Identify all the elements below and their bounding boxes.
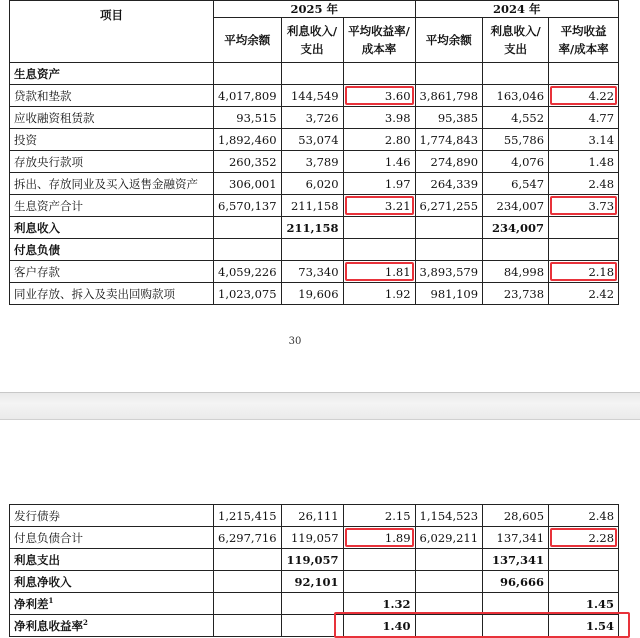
row-label xyxy=(10,239,214,261)
table-cell: 1.97 xyxy=(343,173,415,195)
table-cell: 6,271,255 xyxy=(415,195,483,217)
table-cell: 2.15 xyxy=(343,505,415,527)
row-label xyxy=(10,217,214,239)
table-cell: 19,606 xyxy=(281,283,343,305)
table-cell: 306,001 xyxy=(214,173,282,195)
table-cell: 1.40 xyxy=(343,615,415,637)
row-label-text: 付息负债 xyxy=(14,242,60,257)
table-cell: 211,158 xyxy=(281,217,343,239)
table-cell xyxy=(415,549,483,571)
row-label-text: 利息收入 xyxy=(14,220,60,235)
table-row xyxy=(10,283,619,305)
header-avg-balance-2025: 平均余额 xyxy=(214,18,282,63)
table-cell: 4,076 xyxy=(483,151,549,173)
row-label-text: 利息支出 xyxy=(14,552,60,567)
table-cell xyxy=(415,593,483,615)
table-cell: 6,029,211 xyxy=(415,527,483,549)
table-cell xyxy=(415,63,483,85)
table-cell: 144,549 xyxy=(281,85,343,107)
table-cell xyxy=(549,63,619,85)
table-cell xyxy=(549,549,619,571)
table-cell: 4.22 xyxy=(549,85,619,107)
table1-body xyxy=(10,63,619,305)
row-label xyxy=(10,505,214,527)
table-cell: 3,789 xyxy=(281,151,343,173)
table-cell xyxy=(483,593,549,615)
table-cell xyxy=(549,571,619,593)
table-cell: 4,059,226 xyxy=(214,261,282,283)
table-cell: 1.46 xyxy=(343,151,415,173)
table-cell: 73,340 xyxy=(281,261,343,283)
table-cell xyxy=(214,63,282,85)
table-cell: 4.77 xyxy=(549,107,619,129)
row-label xyxy=(10,283,214,305)
table-cell: 1,892,460 xyxy=(214,129,282,151)
table-row xyxy=(10,107,619,129)
table-cell: 2.18 xyxy=(549,261,619,283)
row-label-text: 同业存放、拆入及卖出回购款项 xyxy=(14,286,175,301)
table-cell: 93,515 xyxy=(214,107,282,129)
table-cell: 23,738 xyxy=(483,283,549,305)
table-cell: 137,341 xyxy=(483,549,549,571)
interest-table-part1 xyxy=(9,0,619,305)
table-cell xyxy=(483,615,549,637)
header-rate-2024: 平均收益率/成本率 xyxy=(549,18,619,63)
table-cell: 92,101 xyxy=(281,571,343,593)
table-cell xyxy=(343,217,415,239)
table-row xyxy=(10,151,619,173)
table-row xyxy=(10,261,619,283)
row-label-text: 净利息收益率 xyxy=(14,618,83,633)
row-label xyxy=(10,527,214,549)
header-avg-balance-2024: 平均余额 xyxy=(415,18,483,63)
table-cell: 211,158 xyxy=(281,195,343,217)
table-cell: 234,007 xyxy=(483,217,549,239)
header-item: 项目 xyxy=(10,1,214,63)
table-cell xyxy=(343,571,415,593)
table-cell xyxy=(415,217,483,239)
row-label-text: 客户存款 xyxy=(14,264,60,279)
table-cell: 1.32 xyxy=(343,593,415,615)
row-label-text: 存放央行款项 xyxy=(14,154,83,169)
table-cell: 1.92 xyxy=(343,283,415,305)
page-number: 30 xyxy=(288,336,302,347)
row-label xyxy=(10,63,214,85)
row-label-text: 贷款和垫款 xyxy=(14,88,72,103)
page-break xyxy=(0,392,640,420)
table-row xyxy=(10,615,619,637)
table-cell: 1,774,843 xyxy=(415,129,483,151)
table-cell: 2.48 xyxy=(549,173,619,195)
page-31 xyxy=(0,418,640,637)
header-rate-2025: 平均收益率/成本率 xyxy=(343,18,415,63)
header-interest-2025: 利息收入/支出 xyxy=(281,18,343,63)
table-cell: 137,341 xyxy=(483,527,549,549)
table-row xyxy=(10,549,619,571)
table-cell: 234,007 xyxy=(483,195,549,217)
row-label-text: 投资 xyxy=(14,132,37,147)
table-cell: 28,605 xyxy=(483,505,549,527)
table-cell: 3,893,579 xyxy=(415,261,483,283)
table-cell: 3.60 xyxy=(343,85,415,107)
table-cell xyxy=(214,217,282,239)
row-label xyxy=(10,261,214,283)
header-year-2024: 2024 年 xyxy=(415,1,619,18)
table-cell xyxy=(281,593,343,615)
row-label xyxy=(10,195,214,217)
table-cell: 274,890 xyxy=(415,151,483,173)
table-cell: 6,297,716 xyxy=(214,527,282,549)
table-cell xyxy=(214,239,282,261)
table2-body xyxy=(10,505,619,637)
table-cell: 2.48 xyxy=(549,505,619,527)
table-cell: 1,023,075 xyxy=(214,283,282,305)
table-cell: 1.89 xyxy=(343,527,415,549)
table-cell xyxy=(343,549,415,571)
row-label-text: 净利差 xyxy=(14,596,49,611)
table-cell: 96,666 xyxy=(483,571,549,593)
row-label-text: 拆出、存放同业及买入返售金融资产 xyxy=(14,176,198,191)
table-cell: 6,020 xyxy=(281,173,343,195)
table-cell: 1,215,415 xyxy=(214,505,282,527)
table-cell xyxy=(415,571,483,593)
table-row xyxy=(10,217,619,239)
table-cell: 26,111 xyxy=(281,505,343,527)
table-cell xyxy=(281,63,343,85)
table-cell: 55,786 xyxy=(483,129,549,151)
table-row xyxy=(10,527,619,549)
table-cell: 84,998 xyxy=(483,261,549,283)
table-cell xyxy=(281,615,343,637)
row-label xyxy=(10,549,214,571)
table-cell: 1.54 xyxy=(549,615,619,637)
table-cell: 53,074 xyxy=(281,129,343,151)
table-cell: 95,385 xyxy=(415,107,483,129)
table-cell: 3.14 xyxy=(549,129,619,151)
row-label xyxy=(10,129,214,151)
table-cell: 163,046 xyxy=(483,85,549,107)
table-cell: 119,057 xyxy=(281,527,343,549)
table-cell xyxy=(214,549,282,571)
table-cell xyxy=(483,239,549,261)
row-label-text: 付息负债合计 xyxy=(14,530,83,545)
table-cell: 260,352 xyxy=(214,151,282,173)
interest-table-part2 xyxy=(9,504,619,637)
table-row xyxy=(10,85,619,107)
table-cell: 1.81 xyxy=(343,261,415,283)
table-cell: 1.48 xyxy=(549,151,619,173)
table-cell: 1,154,523 xyxy=(415,505,483,527)
row-label xyxy=(10,85,214,107)
table-cell xyxy=(415,239,483,261)
table-cell xyxy=(483,63,549,85)
table-cell: 3.73 xyxy=(549,195,619,217)
table-cell: 1.45 xyxy=(549,593,619,615)
table-cell xyxy=(214,615,282,637)
row-label-text: 生息资产合计 xyxy=(14,198,83,213)
row-label xyxy=(10,593,214,615)
row-label-text: 发行债券 xyxy=(14,508,60,523)
table-row xyxy=(10,593,619,615)
table-cell: 2.28 xyxy=(549,527,619,549)
row-label-text: 利息净收入 xyxy=(14,574,72,589)
row-label-text: 生息资产 xyxy=(14,66,60,81)
row-label xyxy=(10,173,214,195)
footnote-marker: 1 xyxy=(48,595,54,605)
row-label xyxy=(10,107,214,129)
table-cell: 3,726 xyxy=(281,107,343,129)
table-row xyxy=(10,173,619,195)
row-label-text: 应收融资租赁款 xyxy=(14,110,95,125)
table-cell: 4,552 xyxy=(483,107,549,129)
header-interest-2024: 利息收入/支出 xyxy=(483,18,549,63)
table-cell: 3.98 xyxy=(343,107,415,129)
section-row xyxy=(10,239,619,261)
row-label xyxy=(10,615,214,637)
table-cell: 981,109 xyxy=(415,283,483,305)
table-cell xyxy=(549,217,619,239)
table-cell: 264,339 xyxy=(415,173,483,195)
table-cell: 2.42 xyxy=(549,283,619,305)
table-cell xyxy=(214,593,282,615)
table-cell: 119,057 xyxy=(281,549,343,571)
table-cell: 3.21 xyxy=(343,195,415,217)
table-cell xyxy=(343,63,415,85)
table-cell: 4,017,809 xyxy=(214,85,282,107)
table-cell xyxy=(214,571,282,593)
table-cell xyxy=(343,239,415,261)
row-label xyxy=(10,151,214,173)
table-cell: 6,547 xyxy=(483,173,549,195)
row-label xyxy=(10,571,214,593)
table-cell xyxy=(549,239,619,261)
section-row xyxy=(10,63,619,85)
table-cell: 6,570,137 xyxy=(214,195,282,217)
table-row xyxy=(10,505,619,527)
table-cell: 2.80 xyxy=(343,129,415,151)
table-cell: 3,861,798 xyxy=(415,85,483,107)
table-cell xyxy=(415,615,483,637)
footnote-marker: 2 xyxy=(83,617,88,627)
table-cell xyxy=(281,239,343,261)
header-year-2025: 2025 年 xyxy=(214,1,416,18)
table-row xyxy=(10,571,619,593)
table-row xyxy=(10,129,619,151)
table-row xyxy=(10,195,619,217)
